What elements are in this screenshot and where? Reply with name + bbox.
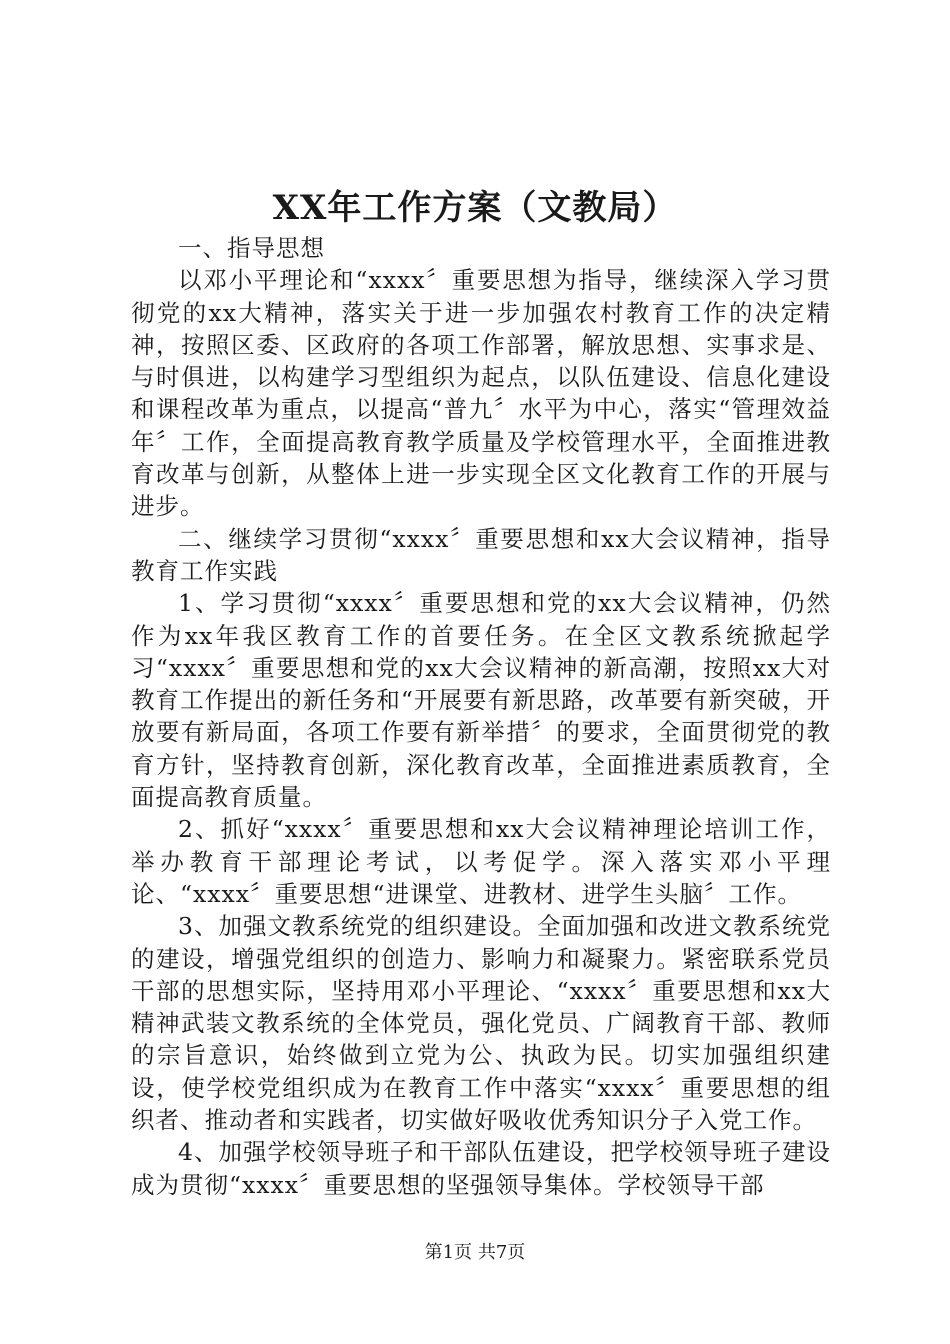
section-heading: 一、指导思想 xyxy=(178,234,325,262)
page-number: 第1页 xyxy=(424,1242,473,1263)
body-paragraph: 2、抓好“xxxx〞重要思想和xx大会议精神理论培训工作，举办教育干部理论考试，以考促学。深入落实邓小平理论、“xxxx〞重要思想“进课堂、进教材、进学生头脑〞工作。 xyxy=(131,815,831,908)
page-total: 共7页 xyxy=(477,1242,526,1263)
body-paragraph: 4、加强学校领导班子和干部队伍建设，把学校领导班子建设成为贯彻“xxxx〞重要思想的坚强领导集体。学校领导干部 xyxy=(131,1138,831,1199)
document-title: XX年工作方案（文教局） xyxy=(272,188,678,228)
body-paragraph: 3、加强文教系统党的组织建设。全面加强和改进文教系统党的建设，增强党组织的创造力、影响力和凝聚力。紧密联系党员干部的思想实际，坚持用邓小平理论、“xxxx〞重要思想和xx大精神武装文教系统的全体党员，强化党员、广阔教育干部、教师的宗旨意识，始终做到立党为公、执政为民。切实加强组织建设，使学校党组织成为在教育工作中落实“xxxx〞重要思想的组织者、推动者和实践者，切实做好吸收优秀知识分子入党工作。 xyxy=(131,912,831,1135)
document-body xyxy=(131,232,831,1201)
body-paragraph: 以邓小平理论和“xxxx〞重要思想为指导，继续深入学习贯彻党的xx大精神，落实关于进一步加强农村教育工作的决定精神，按照区委、区政府的各项工作部署，解放思想、实事求是、与时俱进，以构建学习型组织为起点，以队伍建设、信息化建设和课程改革为重点，以提高“普九〞水平为中心，落实“管理效益年〞工作，全面提高教育教学质量及学校管理水平，全面推进教育改革与创新，从整体上进一步实现全区文化教育工作的开展与进步。 xyxy=(131,266,831,521)
page-footer xyxy=(0,1240,950,1266)
section-heading: 二、继续学习贯彻“xxxx〞重要思想和xx大会议精神，指导教育工作实践 xyxy=(131,524,831,585)
body-paragraph: 1、学习贯彻“xxxx〞重要思想和党的xx大会议精神，仍然作为xx年我区教育工作的首要任务。在全区文教系统掀起学习“xxxx〞重要思想和党的xx大会议精神的新高潮，按照xx大对教育工作提出的新任务和“开展要有新思路，改革要有新突破，开放要有新局面，各项工作要有新举措〞的要求，全面贯彻党的教育方针，坚持教育创新，深化教育改革，全面推进素质教育，全面提高教育质量。 xyxy=(131,589,831,812)
